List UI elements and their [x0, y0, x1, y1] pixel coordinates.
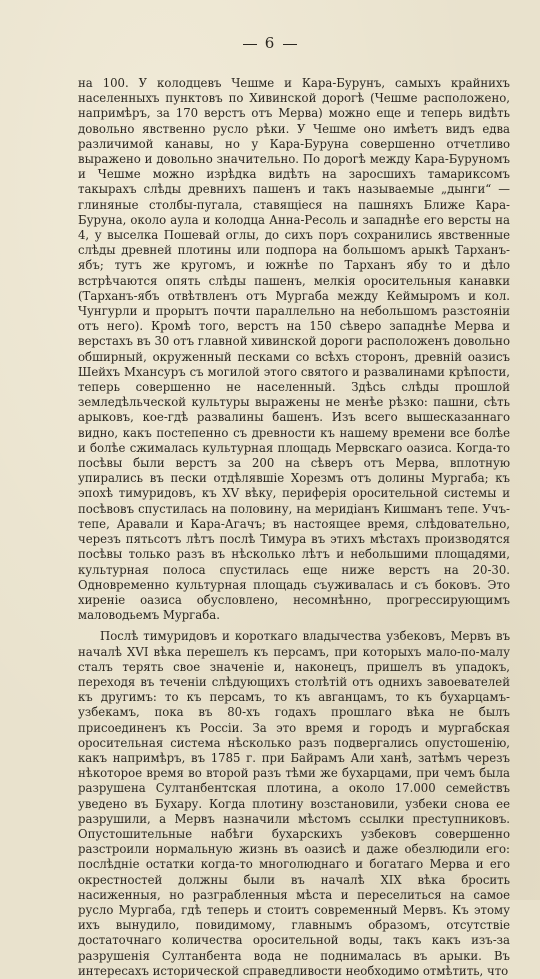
- header-dash-right: [283, 44, 297, 45]
- header-dash-left: [243, 44, 257, 45]
- page-header: [0, 34, 540, 52]
- paragraph-1: на 100. У колодцевъ Чешме и Кара-Бурунъ, самыхъ крайнихъ населенныхъ пунктовъ по Хивинской дорогѣ (Чешме расположено, напримѣръ, за 170 верстъ отъ Мерва) можно еще и теперь видѣть довольно явственно русло рѣки. У Чешме оно имѣетъ видъ едва различимой канавы, но у Кара-Буруна совершенно отчетливо выражено и довольно значительно. По дорогѣ между Кара-Бурунoмъ и Чешме можно изрѣдка видѣть на заросшихъ тамариксомъ такырахъ слѣды древнихъ пашенъ и такъ называемые „дынги“ — глиняные столбы-пугала, ставящіеся на пашняхъ Ближе Кара-Буруна, около аула и колодца Анна-Ресоль и западнѣе его версты на 4, у выселка Пошевай оглы, до сихъ поръ сохранились явственные слѣды древней плотины или подпора на большомъ арыкѣ Тарханъ-ябъ; тутъ же кругомъ, и южнѣе по Тарханъ ябу то и дѣло встрѣчаются опять слѣды пашенъ, мелкія оросительныя канавки (Тарханъ-ябъ отвѣтвленъ отъ Мургаба между Кеймыромъ и кол. Чунгурли и прорытъ почти параллельно на небольшомъ разстояніи отъ него). Кромѣ того, верстъ на 150 сѣверо западнѣе Мерва и верстахъ въ 30 отъ главной хивинской дороги расположенъ довольно обширный, окруженный песками со всѣхъ сторонъ, древній оазисъ Шейхъ Мханcуръ съ могилой этого святого и развалинами крѣпости, теперь совершенно не населенный. Здѣсь слѣды прошлой земледѣльческой культуры выражены не менѣе рѣзко: пашни, сѣть арыковъ, кое-гдѣ развалины башенъ. Изъ всего вышесказаннаго видно, какъ постепенно съ древности къ нашему времени все болѣе и болѣе сжималась культурная площадь Мервскаго оазиса. Когда-то посѣвы были верстъ за 200 на сѣверъ отъ Мерва, вплотную упирались въ пески отдѣлявшіе Хорезмъ отъ долины Мургаба; къ эпохѣ тимуридовъ, къ XV вѣку, периферія оросительной системы и посѣвовъ спустилась на половину, на меридіанъ Кишманъ тепе. Учъ-тепе, Аравали и Кара-Агачъ; въ настоящее время, слѣдовательно, черезъ пятьсотъ лѣтъ послѣ Тимура въ этихъ мѣстахъ производятся посѣвы только разъ въ нѣсколько лѣтъ и небольшими площадями, культурная полоса спустилась еще ниже верстъ на 20-30. Одновременно культурная площадь съуживалась и съ боковъ. Это хиреніе оазиса обусловлено, несомнѣнно, прогрессирующимъ маловодьемъ Мургаба.: [78, 76, 510, 623]
- paragraph-2: Послѣ тимуридовъ и короткаго владычества узбековъ, Мервъ въ началѣ XVI вѣка перешелъ къ персамъ, при которыхъ мало-по-малу сталъ терять свое значеніе и, наконецъ, пришелъ въ упадокъ, переходя въ теченіи слѣдующихъ столѣтій отъ однихъ завоевателей къ другимъ: то къ персамъ, то къ авганцамъ, то къ бухарцамъ-узбекамъ, пока въ 80-хъ годахъ прошлаго вѣка не былъ присоединенъ къ Россіи. За это время и городъ и мургабская оросительная система нѣсколько разъ подвергались опустошенію, какъ напримѣръ, въ 1785 г. при Байрамъ Али ханѣ, затѣмъ черезъ нѣкоторое время во второй разъ тѣми же бухарцами, при чемъ была разрушена Султанбентская плотина, а около 17.000 семействъ уведено въ Бухару. Когда плотину возстановили, узбеки снова ее разрушили, а Мервъ назначили мѣстомъ ссылки преступниковъ. Опустошительные набѣги бухарскихъ узбековъ совершенно разстроили нормальную жизнь въ оазисѣ и даже обезлюдили его: послѣдніе остатки когда-то многолюднаго и богатаго Мерва и его окрестностей должны были въ началѣ XIX вѣка бросить насиженныя, но разграбленныя мѣста и переселиться на самое русло Мургаба, гдѣ теперь и стоитъ современный Мервъ. Къ этому ихъ вынудило, повидимому, главнымъ образомъ, отсутствіе достаточнаго количества оросительной воды, такъ какъ изъ-за разрушенія Султанбента вода не поднималась въ арыки. Въ интересахъ исторической справедливости необходимо отмѣтить, что: [78, 629, 510, 978]
- body-text: [78, 76, 510, 979]
- page-number: 6: [264, 34, 276, 52]
